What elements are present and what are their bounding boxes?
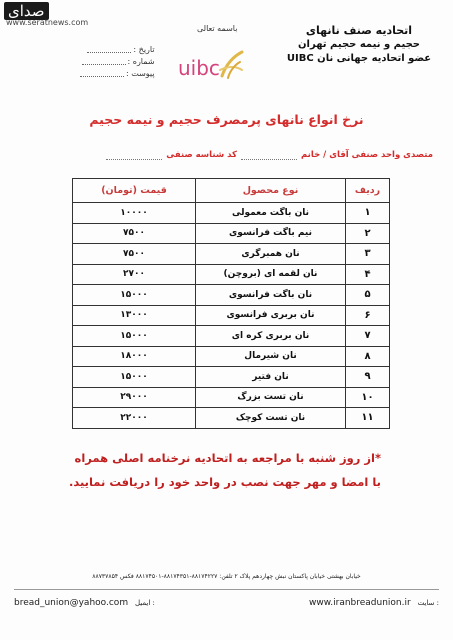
table-row (73, 244, 390, 265)
price-table (72, 178, 390, 429)
row-number: ۸ (346, 346, 390, 367)
row-number: ۱ (346, 203, 390, 224)
union-line-2: حجیم و نیمه حجیم تهران (298, 39, 420, 50)
footer-site (309, 598, 439, 608)
number-line (80, 56, 155, 68)
attachment-line (80, 68, 155, 80)
attachment-field (80, 68, 124, 77)
table-row (73, 264, 390, 285)
number-field (82, 56, 126, 65)
logo-text: uibc (178, 56, 220, 80)
row-number: ۷ (346, 326, 390, 347)
product-price: ۷۵۰۰ (73, 223, 196, 244)
union-line-3: عضو اتحادیه جهانی نان UIBC (286, 53, 432, 64)
date-line (80, 44, 155, 56)
table-row (73, 367, 390, 388)
header-row-num: ردیف (346, 179, 390, 203)
row-number: ۳ (346, 244, 390, 265)
number-label: شماره : (127, 57, 155, 66)
table-row (73, 408, 390, 429)
wheat-swirl-icon (218, 50, 244, 80)
footer-address: خیابان بهشتی خیابان پاکستان نبش چهاردهم پلاک ۲ تلفن: ۸۸۱۷۴۲۲۷-۸۸۱۷۴۳۵۱-۸۸۱۷۴۵۰۱ فکس ۸۸۷۳۷۸۵۴ (92, 573, 361, 580)
row-number: ۹ (346, 367, 390, 388)
product-price: ۱۵۰۰۰ (73, 285, 196, 306)
product-name: نان تست بزرگ (196, 387, 346, 408)
product-price: ۱۳۰۰۰ (73, 305, 196, 326)
product-name: نان تست کوچک (196, 408, 346, 429)
table-row (73, 387, 390, 408)
date-label: تاریخ : (133, 45, 155, 54)
union-name (279, 24, 439, 66)
product-price: ۱۰۰۰۰ (73, 203, 196, 224)
site-label: سایت : (417, 599, 439, 607)
product-name: نان باگت معمولی (196, 203, 346, 224)
product-price: ۱۵۰۰۰ (73, 367, 196, 388)
union-line-1: اتحادیه صنف نانهای (305, 24, 413, 37)
product-name: نان شیرمال (196, 346, 346, 367)
table-header-row (73, 179, 390, 203)
basmala: باسمه تعالی (197, 24, 238, 33)
product-name: نان باگت فرانسوی (196, 285, 346, 306)
watermark-url: www.seratnews.com (6, 18, 89, 27)
product-price: ۲۷۰۰ (73, 264, 196, 285)
product-price: ۲۹۰۰۰ (73, 387, 196, 408)
row-number: ۱۱ (346, 408, 390, 429)
product-price: ۷۵۰۰ (73, 244, 196, 265)
table-row (73, 285, 390, 306)
product-name: نیم باگت فرانسوی (196, 223, 346, 244)
row-number: ۱۰ (346, 387, 390, 408)
table-row (73, 326, 390, 347)
code-label: کد شناسه صنفی (166, 150, 238, 160)
footer (14, 598, 439, 608)
attachment-label: پیوست : (126, 69, 155, 78)
header-price: قیمت (تومان) (73, 179, 196, 203)
notice-line-2: با امضا و مهر جهت نصب در واحد خود را دریافت نمایید. (68, 475, 381, 489)
product-price: ۱۸۰۰۰ (73, 346, 196, 367)
row-number: ۴ (346, 264, 390, 285)
uibc-logo (174, 50, 246, 84)
table-row (73, 305, 390, 326)
product-price: ۲۲۰۰۰ (73, 408, 196, 429)
footer-divider (14, 589, 439, 590)
table-row (73, 223, 390, 244)
row-number: ۵ (346, 285, 390, 306)
email-label: ایمیل : (134, 599, 155, 607)
product-name: نان لقمه ای (بروچن) (196, 264, 346, 285)
notice-star: * (374, 451, 381, 465)
header-product: نوع محصول (196, 179, 346, 203)
table-row (73, 203, 390, 224)
notice-line-1 (65, 446, 381, 470)
applicant-line (106, 150, 433, 160)
product-price: ۱۵۰۰۰ (73, 326, 196, 347)
page-title: نرخ انواع نانهای پرمصرف حجیم و نیمه حجیم (89, 112, 364, 127)
notice-text-1: از روز شنبه با مراجعه به اتحادیه نرخنامه اصلی همراه (74, 451, 375, 465)
notice (65, 446, 381, 494)
site-value[interactable]: www.iranbreadunion.ir (309, 598, 411, 608)
watermark-logo: صدای (4, 2, 49, 20)
product-name: نان فتیر (196, 367, 346, 388)
row-number: ۶ (346, 305, 390, 326)
table-row (73, 346, 390, 367)
product-name: نان بربری فرانسوی (196, 305, 346, 326)
product-name: نان بربری کره ای (196, 326, 346, 347)
email-value[interactable]: bread_union@yahoo.com (14, 598, 129, 608)
document-meta (80, 44, 155, 80)
code-field (106, 152, 162, 160)
footer-email (14, 598, 155, 608)
row-number: ۲ (346, 223, 390, 244)
date-field (87, 44, 131, 53)
owner-field (241, 152, 297, 160)
owner-label: متصدی واحد صنفی آقای / خانم (301, 150, 433, 160)
product-name: نان همبرگری (196, 244, 346, 265)
